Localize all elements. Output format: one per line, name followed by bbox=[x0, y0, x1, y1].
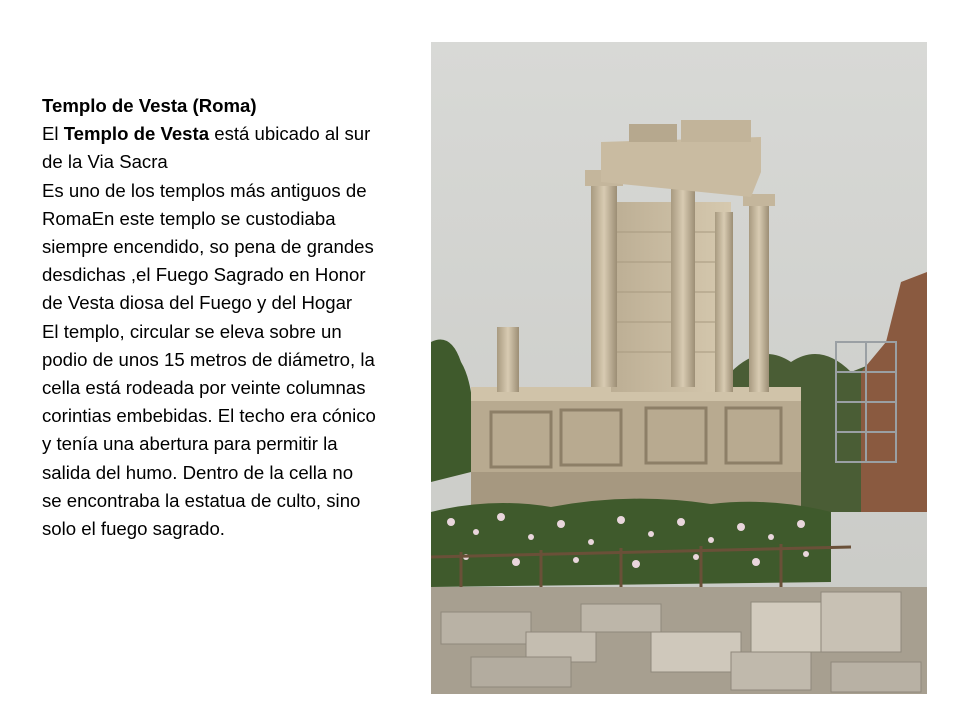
paragraph-history: Es uno de los templos más antiguos de RomaEn este templo se custodiaba siempre encendido, so pena de grandes desdichas ,el Fuego Sagrado en Honor de Vesta diosa del Fuego y del Hogar bbox=[42, 179, 374, 314]
paragraph-location-lead: El bbox=[42, 123, 64, 145]
paragraph-description: El templo, circular se eleva sobre un podio de unos 15 metros de diámetro, la cella está rodeada por veinte columnas corintias embebidas. El techo era cónico y tenía una abertura para permitir la salida del humo. Dentro de la cella no se encontraba la estatua de culto, sino solo el fuego sagrado. bbox=[42, 320, 376, 540]
column bbox=[749, 202, 769, 392]
paragraph-location bbox=[42, 120, 377, 176]
temple-photo bbox=[431, 42, 927, 694]
slide-text bbox=[42, 92, 377, 543]
column bbox=[671, 182, 695, 387]
column bbox=[591, 182, 617, 387]
temple-illustration bbox=[431, 42, 927, 694]
paragraph-location-rest: está ubicado al sur de la Via Sacra bbox=[42, 123, 371, 173]
flower-hedge bbox=[431, 499, 831, 587]
broken-column bbox=[497, 327, 519, 392]
slide-title: Templo de Vesta (Roma) bbox=[42, 95, 257, 116]
column bbox=[715, 212, 733, 392]
temple-name-bold: Templo de Vesta bbox=[63, 123, 210, 145]
